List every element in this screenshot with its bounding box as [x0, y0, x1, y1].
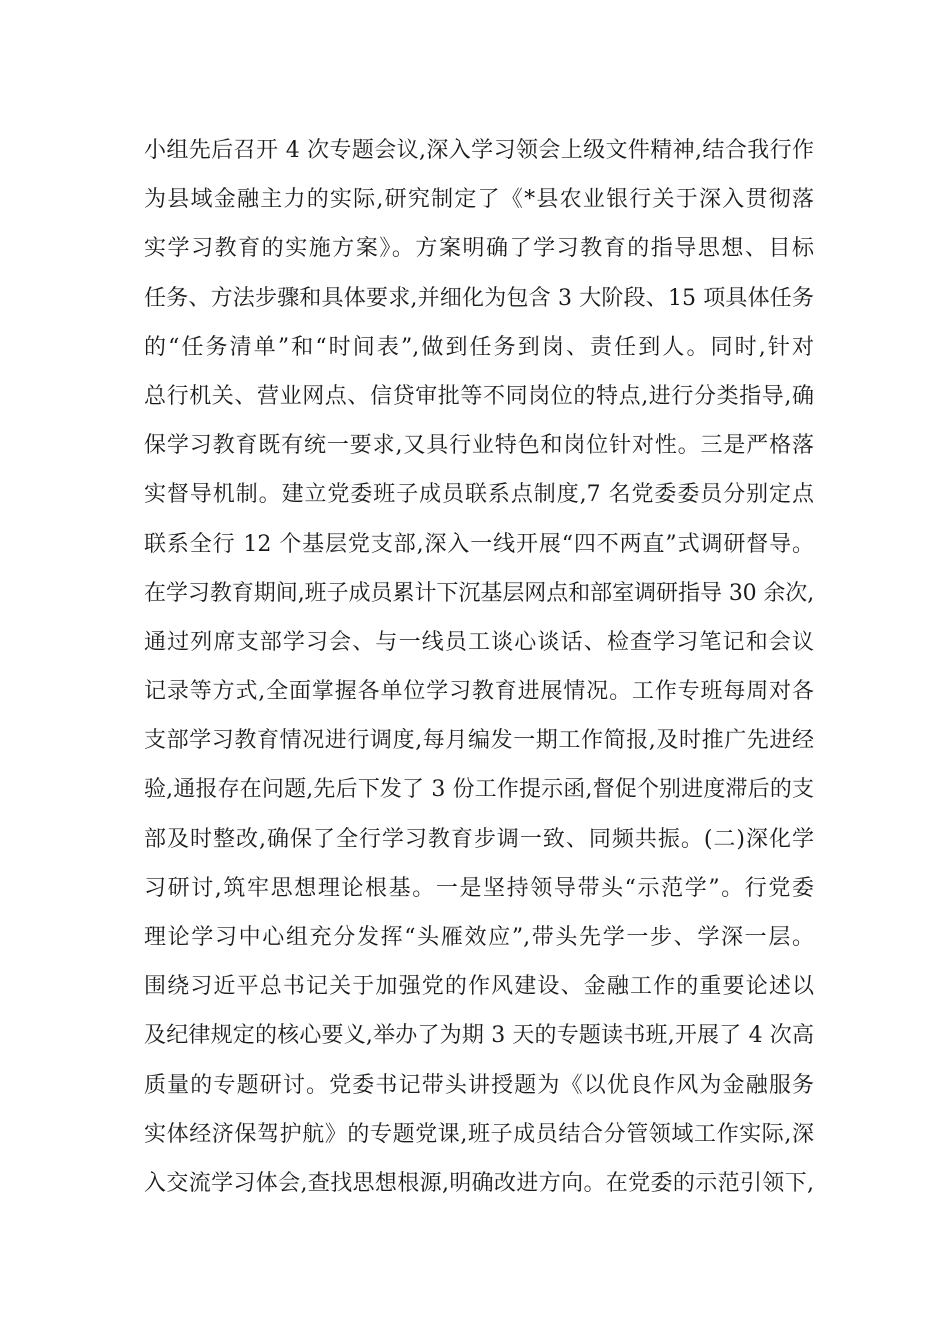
text-line-21: 实体经济保驾护航》的专题党课,班子成员结合分管领域工作实际,深	[144, 1121, 814, 1147]
text-line-4: 任务、方法步骤和具体要求,并细化为包含 3 大阶段、15 项具体任务	[144, 285, 814, 311]
text-line-13: 支部学习教育情况进行调度,每月编发一期工作简报,及时推广先进经	[144, 728, 814, 754]
text-line-9: 联系全行 12 个基层党支部,深入一线开展“四不两直”式调研督导。	[144, 531, 814, 557]
text-line-2: 为县域金融主力的实际,研究制定了《*县农业银行关于深入贯彻落	[144, 187, 814, 213]
text-line-3: 实学习教育的实施方案》。方案明确了学习教育的指导思想、目标	[144, 236, 814, 262]
text-line-1: 小组先后召开 4 次专题会议,深入学习领会上级文件精神,结合我行作	[144, 138, 814, 163]
text-line-19: 及纪律规定的核心要义,举办了为期 3 天的专题读书班,开展了 4 次高	[144, 1023, 814, 1049]
text-line-16: 习研讨,筑牢思想理论根基。一是坚持领导带头“示范学”。行党委	[144, 875, 814, 901]
text-line-12: 记录等方式,全面掌握各单位学习教育进展情况。工作专班每周对各	[144, 679, 814, 705]
text-line-7: 保学习教育既有统一要求,又具行业特色和岗位针对性。三是严格落	[144, 433, 814, 459]
text-line-8: 实督导机制。建立党委班子成员联系点制度,7 名党委委员分别定点	[144, 482, 814, 508]
text-line-22: 入交流学习体会,查找思想根源,明确改进方向。在党委的示范引领下,	[144, 1170, 814, 1196]
body-paragraph	[144, 126, 814, 1208]
text-line-17: 理论学习中心组充分发挥“头雁效应”,带头先学一步、学深一层。	[144, 925, 814, 950]
text-line-20: 质量的专题研讨。党委书记带头讲授题为《以优良作风为金融服务	[144, 1072, 814, 1098]
text-line-14: 验,通报存在问题,先后下发了 3 份工作提示函,督促个别进度滞后的支	[144, 777, 814, 803]
text-line-5: 的“任务清单”和“时间表”,做到任务到岗、责任到人。同时,针对	[144, 334, 814, 360]
text-line-15: 部及时整改,确保了全行学习教育步调一致、同频共振。(二)深化学	[144, 826, 814, 852]
text-line-11: 通过列席支部学习会、与一线员工谈心谈话、检查学习笔记和会议	[144, 629, 814, 655]
text-line-6: 总行机关、营业网点、信贷审批等不同岗位的特点,进行分类指导,确	[144, 383, 814, 409]
text-line-18: 围绕习近平总书记关于加强党的作风建设、金融工作的重要论述以	[144, 974, 814, 1000]
text-line-10: 在学习教育期间,班子成员累计下沉基层网点和部室调研指导 30 余次,	[144, 580, 814, 606]
